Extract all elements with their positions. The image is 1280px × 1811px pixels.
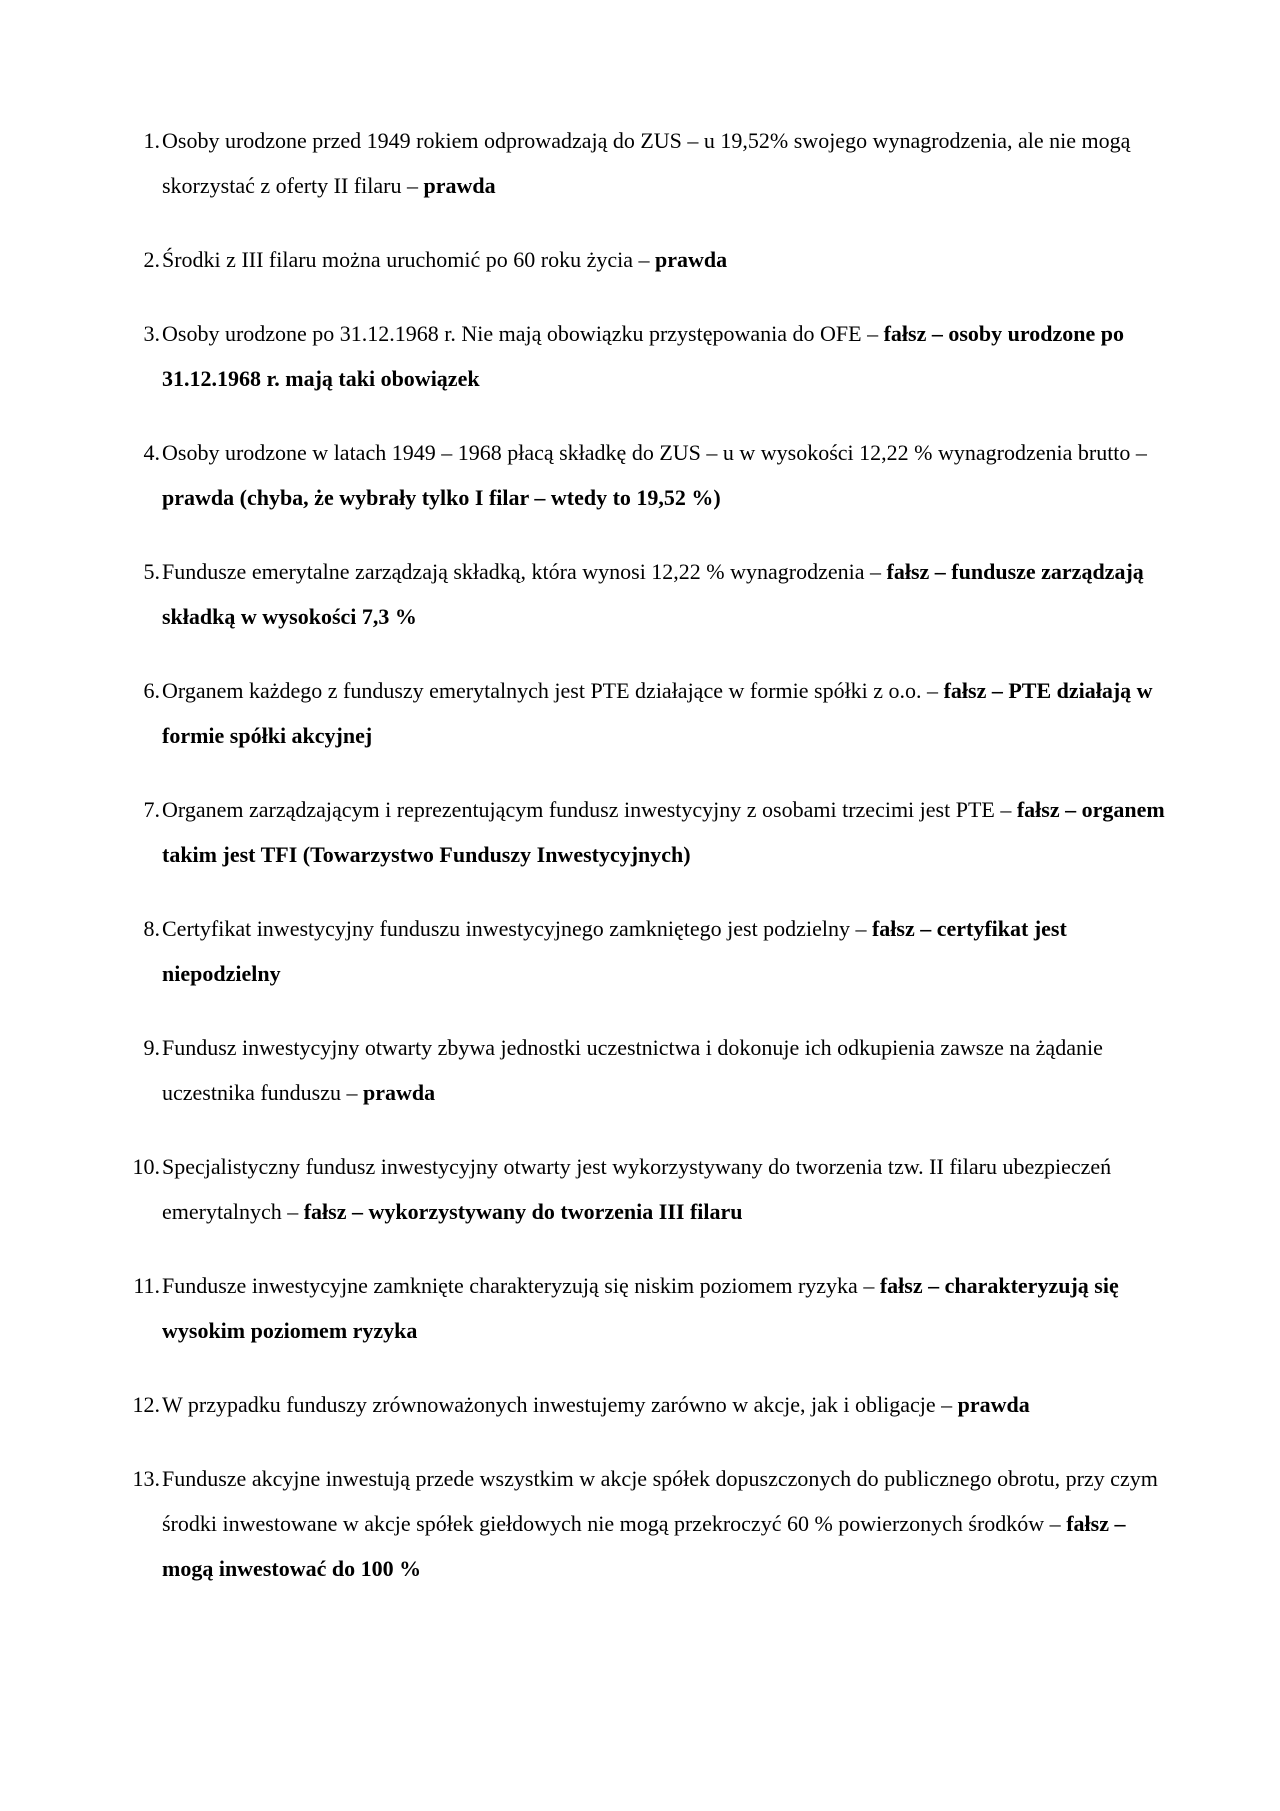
item-text: Fundusze inwestycyjne zamknięte charakteryzują się niskim poziomem ryzyka – bbox=[162, 1273, 880, 1298]
item-number: 4. bbox=[143, 440, 160, 465]
item-number: 9. bbox=[143, 1035, 160, 1060]
item-answer: fałsz – wykorzystywany do tworzenia III filaru bbox=[303, 1199, 743, 1224]
item-number: 1. bbox=[143, 128, 160, 153]
item-number: 11. bbox=[133, 1273, 160, 1298]
item-answer: fałsz – charakteryzują się wysokim poziomem ryzyka bbox=[162, 1273, 1119, 1343]
item-text: Organem zarządzającym i reprezentującym fundusz inwestycyjny z osobami trzecimi jest PTE – bbox=[162, 797, 1017, 822]
item-answer: prawda bbox=[423, 173, 496, 198]
item-number: 7. bbox=[143, 797, 160, 822]
item-answer: fałsz – PTE działają w formie spółki akcyjnej bbox=[162, 678, 1153, 748]
item-answer: fałsz – fundusze zarządzają składką w wysokości 7,3 % bbox=[162, 559, 1144, 629]
list-item bbox=[120, 1025, 1170, 1115]
item-text: Osoby urodzone przed 1949 rokiem odprowadzają do ZUS – u 19,52% swojego wynagrodzenia, ale nie mogą skorzystać z oferty II filaru – bbox=[162, 128, 1131, 198]
item-number: 5. bbox=[143, 559, 160, 584]
item-text: Certyfikat inwestycyjny funduszu inwestycyjnego zamkniętego jest podzielny – bbox=[162, 916, 872, 941]
item-text: Osoby urodzone w latach 1949 – 1968 płacą składkę do ZUS – u w wysokości 12,22 % wynagrodzenia brutto – bbox=[162, 440, 1147, 465]
item-text: Organem każdego z funduszy emerytalnych jest PTE działające w formie spółki z o.o. – bbox=[162, 678, 944, 703]
item-answer: fałsz – organem takim jest TFI (Towarzystwo Funduszy Inwestycyjnych) bbox=[162, 797, 1165, 867]
list-item bbox=[120, 787, 1170, 877]
item-answer: prawda bbox=[363, 1080, 436, 1105]
list-item bbox=[120, 118, 1170, 208]
item-number: 2. bbox=[143, 247, 160, 272]
statement-list bbox=[120, 118, 1170, 1620]
item-answer: fałsz – mogą inwestować do 100 % bbox=[162, 1511, 1126, 1581]
item-answer: prawda bbox=[655, 247, 728, 272]
item-text: Fundusze akcyjne inwestują przede wszystkim w akcje spółek dopuszczonych do publicznego obrotu, przy czym środki inwestowane w akcje spółek giełdowych nie mogą przekroczyć 60 % powierzonych środków – bbox=[162, 1466, 1158, 1536]
item-text: Fundusz inwestycyjny otwarty zbywa jednostki uczestnictwa i dokonuje ich odkupienia zawsze na żądanie uczestnika funduszu – bbox=[162, 1035, 1103, 1105]
item-text: Specjalistyczny fundusz inwestycyjny otwarty jest wykorzystywany do tworzenia tzw. II filaru ubezpieczeń emerytalnych – bbox=[162, 1154, 1112, 1224]
item-number: 13. bbox=[132, 1466, 160, 1491]
item-text: Fundusze emerytalne zarządzają składką, która wynosi 12,22 % wynagrodzenia – bbox=[162, 559, 887, 584]
list-item bbox=[120, 430, 1170, 520]
item-answer: prawda bbox=[957, 1392, 1030, 1417]
list-item bbox=[120, 311, 1170, 401]
item-number: 6. bbox=[143, 678, 160, 703]
item-text: Środki z III filaru można uruchomić po 60 roku życia – bbox=[162, 247, 656, 272]
item-number: 10. bbox=[132, 1154, 160, 1179]
list-item bbox=[120, 906, 1170, 996]
item-text: Osoby urodzone po 31.12.1968 r. Nie mają obowiązku przystępowania do OFE – bbox=[162, 321, 884, 346]
list-item bbox=[120, 1263, 1170, 1353]
list-item bbox=[120, 549, 1170, 639]
item-number: 12. bbox=[132, 1392, 160, 1417]
item-number: 3. bbox=[143, 321, 160, 346]
list-item bbox=[120, 1456, 1170, 1591]
list-item bbox=[120, 1382, 1170, 1427]
item-answer: fałsz – osoby urodzone po 31.12.1968 r. mają taki obowiązek bbox=[162, 321, 1124, 391]
list-item bbox=[120, 1144, 1170, 1234]
item-number: 8. bbox=[143, 916, 160, 941]
item-text: W przypadku funduszy zrównoważonych inwestujemy zarówno w akcje, jak i obligacje – bbox=[162, 1392, 958, 1417]
list-item bbox=[120, 237, 1170, 282]
list-item bbox=[120, 668, 1170, 758]
item-answer: fałsz – certyfikat jest niepodzielny bbox=[162, 916, 1067, 986]
item-answer: prawda (chyba, że wybrały tylko I filar – wtedy to 19,52 %) bbox=[162, 485, 721, 510]
